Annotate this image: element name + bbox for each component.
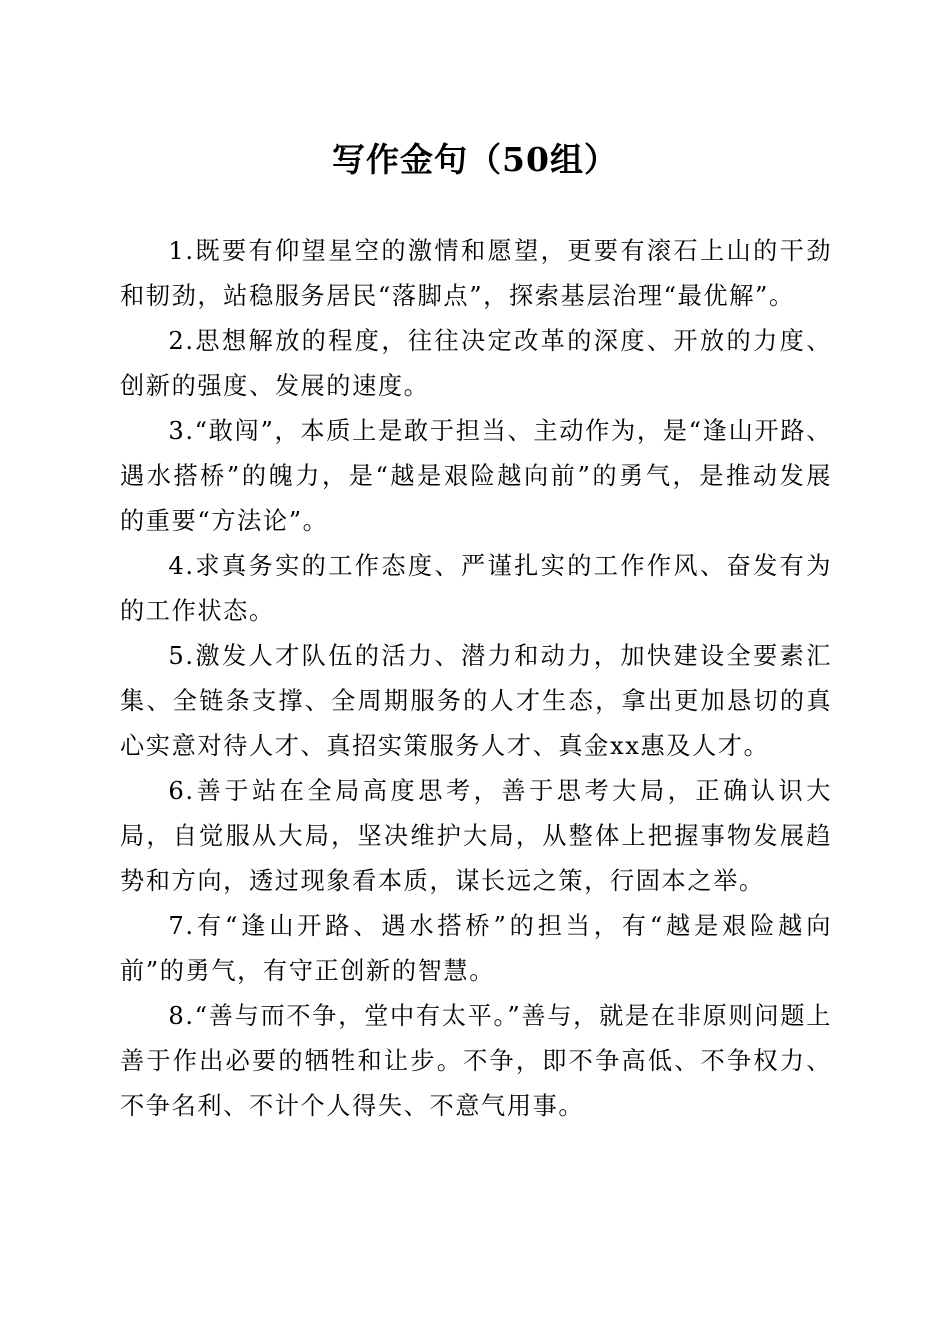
paragraph-3: 3.“敢闯”，本质上是敢于担当、主动作为，是“逢山开路、遇水搭桥”的魄力，是“越是艰险越向前”的勇气，是推动发展的重要“方法论”。 bbox=[120, 417, 832, 535]
paragraph-4: 4.求真务实的工作态度、严谨扎实的工作作风、奋发有为的工作状态。 bbox=[120, 552, 832, 625]
paragraph-8: 8.“善与而不争，堂中有太平。”善与，就是在非原则问题上善于作出必要的牺牲和让步。不争，即不争高低、不争权力、不争名利、不计个人得失、不意气用事。 bbox=[120, 1002, 832, 1120]
paragraph-5: 5.激发人才队伍的活力、潜力和动力，加快建设全要素汇集、全链条支撑、全周期服务的人才生态，拿出更加恳切的真心实意对待人才、真招实策服务人才、真金xx惠及人才。 bbox=[120, 642, 832, 760]
paragraph-6: 6.善于站在全局高度思考，善于思考大局，正确认识大局，自觉服从大局，坚决维护大局，从整体上把握事物发展趋势和方向，透过现象看本质，谋长远之策，行固本之举。 bbox=[120, 777, 832, 895]
paragraph-2: 2.思想解放的程度，往往决定改革的深度、开放的力度、创新的强度、发展的速度。 bbox=[120, 327, 832, 400]
document-title: 写作金句（50组） bbox=[332, 140, 618, 179]
document-body bbox=[120, 229, 832, 1129]
paragraph-1: 1.既要有仰望星空的激情和愿望，更要有滚石上山的干劲和韧劲，站稳服务居民“落脚点”，探索基层治理“最优解”。 bbox=[120, 237, 832, 310]
paragraph-7: 7.有“逢山开路、遇水搭桥”的担当，有“越是艰险越向前”的勇气，有守正创新的智慧。 bbox=[120, 912, 832, 985]
